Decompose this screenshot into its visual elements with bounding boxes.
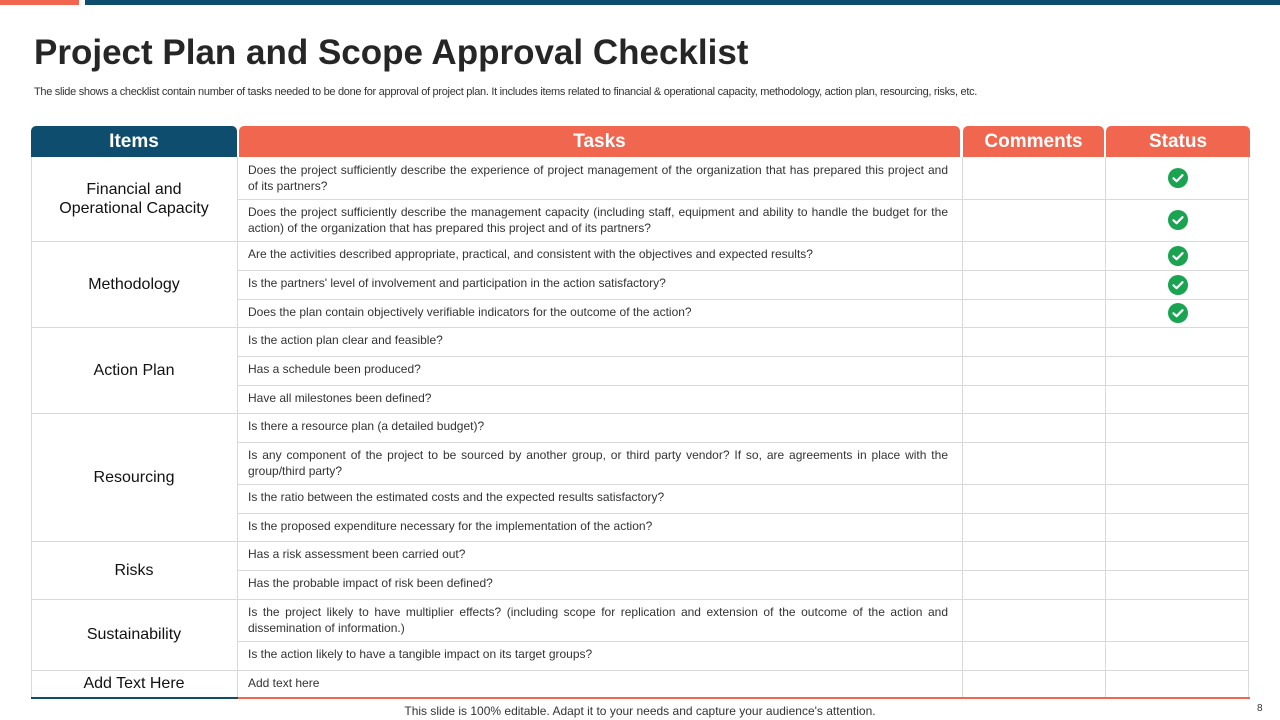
task-cell: Is the project likely to have multiplier effects? (including scope for replication and extension of the outcome of the action and dissemination of information.): [248, 605, 948, 635]
item-group-label: Sustainability: [86, 626, 182, 643]
task-cell: Is the proposed expenditure necessary for the implementation of the action?: [248, 519, 653, 533]
task-cell: Is any component of the project to be sourced by another group, or third party vendor? If so, are agreements in place with the group/third party?: [248, 448, 948, 478]
task-cell: Does the plan contain objectively verifiable indicators for the outcome of the action?: [248, 305, 692, 319]
column-divider: [237, 157, 238, 697]
header-tasks: Tasks: [239, 126, 960, 157]
task-cell: Has a risk assessment been carried out?: [248, 547, 466, 561]
item-group-label: Resourcing: [93, 468, 175, 486]
task-cell: Does the project sufficiently describe the management capacity (including staff, equipment and ability to handle the budget for the action) of the organization that has prepared this project and of its partners?: [248, 205, 948, 235]
task-cell: Does the project sufficiently describe the experience of project management of the organization that has prepared this project and of its partners?: [248, 163, 948, 193]
header-comments: Comments: [963, 126, 1104, 157]
task-cell: Have all milestones been defined?: [248, 391, 432, 405]
comment-cell: [963, 327, 1105, 356]
task-cell: Has the probable impact of risk been defined?: [248, 576, 493, 590]
comment-cell: [963, 484, 1105, 513]
task-cell: Is there a resource plan (a detailed budget)?: [248, 419, 485, 433]
comment-cell: [963, 199, 1105, 241]
item-group-label: Risks: [114, 561, 154, 579]
check-icon: [1168, 275, 1188, 295]
comment-cell: [963, 385, 1105, 413]
task-cell: Is the ratio between the estimated costs and the expected results satisfactory?: [248, 490, 665, 504]
item-group-label: Financial and Operational Capacity: [59, 181, 209, 217]
comment-cell: [963, 413, 1105, 442]
comment-cell: [963, 670, 1105, 697]
top-accent-bar-coral: [0, 0, 79, 5]
comment-cell: [963, 641, 1105, 670]
task-cell: Add text here: [248, 676, 320, 690]
task-cell: Is the action plan clear and feasible?: [248, 333, 443, 347]
footer-note: This slide is 100% editable. Adapt it to your needs and capture your audience's attention.: [404, 704, 876, 718]
comment-cell: [963, 241, 1105, 270]
comment-cell: [963, 356, 1105, 385]
task-cell: Is the partners' level of involvement and participation in the action satisfactory?: [248, 276, 666, 290]
comment-cell: [963, 299, 1105, 327]
item-group-label: Add Text Here: [83, 675, 185, 692]
check-icon: [1168, 246, 1188, 266]
comment-cell: [963, 442, 1105, 484]
page-title: Project Plan and Scope Approval Checklist: [34, 33, 749, 72]
comment-cell: [963, 570, 1105, 599]
task-cell: Are the activities described appropriate, practical, and consistent with the objectives and expected results?: [248, 247, 813, 261]
top-accent-bar-teal: [85, 0, 1280, 5]
column-divider: [1105, 157, 1106, 697]
comment-cell: [963, 541, 1105, 570]
page-subtitle: The slide shows a checklist contain number of tasks needed to be done for approval of project plan. It includes items related to financial & operational capacity, methodology, action plan, resourcing, risks, etc.: [34, 86, 978, 98]
task-cell: Has a schedule been produced?: [248, 362, 421, 376]
comment-cell: [963, 513, 1105, 541]
header-items: Items: [31, 126, 237, 157]
item-group-label: Methodology: [88, 275, 180, 293]
check-icon: [1168, 303, 1188, 323]
comment-cell: [963, 270, 1105, 299]
check-icon: [1168, 210, 1188, 230]
table-bottom-accent-teal: [31, 697, 238, 699]
comment-cell: [963, 599, 1105, 641]
check-icon: [1168, 168, 1188, 188]
item-group-label: Action Plan: [93, 361, 175, 379]
page-number: 8: [1257, 703, 1263, 714]
table-bottom-accent-coral: [238, 697, 1250, 699]
task-cell: Is the action likely to have a tangible impact on its target groups?: [248, 647, 593, 661]
header-status: Status: [1106, 126, 1250, 157]
comment-cell: [963, 157, 1105, 199]
